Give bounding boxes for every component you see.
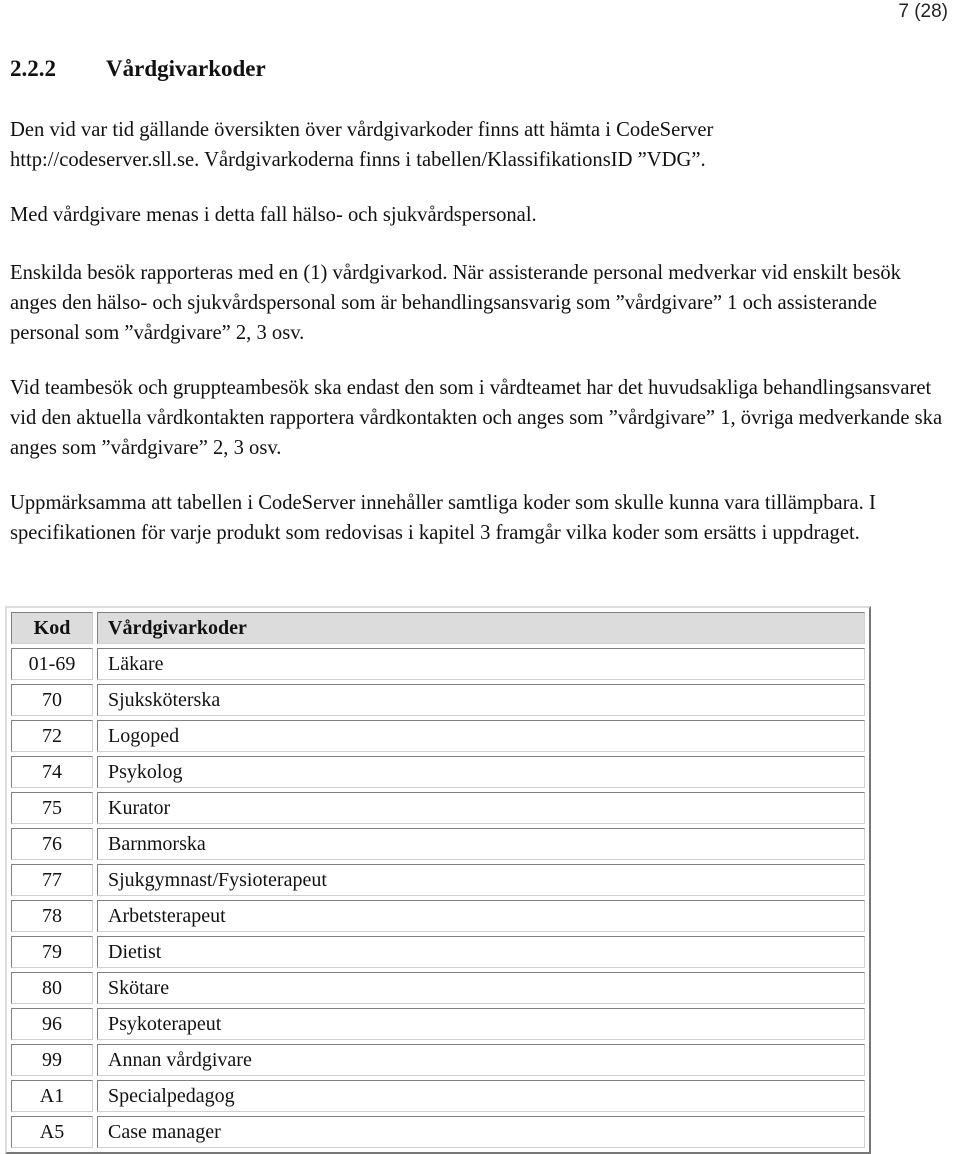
paragraph-codeserver <box>10 115 950 175</box>
code-cell: 72 <box>11 720 93 752</box>
code-cell: A5 <box>11 1116 93 1148</box>
paragraph-team-visits: Vid teambesök och gruppteambesök ska endast den som i vårdteamet har det huvudsakliga behandlingsansvaret vid den aktuella vårdkontakten rapportera vårdkontakten och anges som ”vårdgivare” 1, övriga medverkande ska anges som ”vårdgivare” 2, 3 osv. <box>10 377 943 459</box>
codeserver-link[interactable]: http://codeserver.sll.se <box>10 149 195 171</box>
code-cell: 75 <box>11 792 93 824</box>
header-caregiver-codes: Vårdgivarkoder <box>97 612 865 644</box>
caregiver-name-cell: Specialpedagog <box>97 1080 865 1112</box>
code-cell: 99 <box>11 1044 93 1076</box>
paragraph-note: Uppmärksamma att tabellen i CodeServer innehåller samtliga koder som skulle kunna vara tillämpbara. I specifikationen för varje produkt som redovisas i kapitel 3 framgår vilka koder som ersätts i uppdraget. <box>10 492 876 544</box>
section-heading <box>10 56 266 82</box>
code-cell: 96 <box>11 1008 93 1040</box>
section-title: Vårdgivarkoder <box>106 56 266 81</box>
code-cell: A1 <box>11 1080 93 1112</box>
caregiver-name-cell: Dietist <box>97 936 865 968</box>
table-row <box>11 1116 865 1148</box>
caregiver-name-cell: Barnmorska <box>97 828 865 860</box>
paragraph-codeserver-text: Den vid var tid gällande översikten över vårdgivarkoder finns att hämta i CodeServer <box>10 119 714 141</box>
table-row <box>11 648 865 680</box>
table-row <box>11 1044 865 1076</box>
section-number: 2.2.2 <box>10 56 56 81</box>
paragraph-codeserver-text-end: . Vårdgivarkoderna finns i tabellen/KlassifikationsID ”VDG”. <box>194 149 706 171</box>
caregiver-name-cell: Skötare <box>97 972 865 1004</box>
code-cell: 01-69 <box>11 648 93 680</box>
code-cell: 76 <box>11 828 93 860</box>
caregiver-name-cell: Läkare <box>97 648 865 680</box>
caregiver-name-cell: Psykoterapeut <box>97 1008 865 1040</box>
caregiver-codes-table <box>5 606 871 1154</box>
table-row <box>11 936 865 968</box>
caregiver-name-cell: Sjukgymnast/Fysioterapeut <box>97 864 865 896</box>
paragraph-definition: Med vårdgivare menas i detta fall hälso- och sjukvårdspersonal. <box>10 204 537 226</box>
table-row <box>11 1080 865 1112</box>
code-cell: 78 <box>11 900 93 932</box>
caregiver-name-cell: Logoped <box>97 720 865 752</box>
paragraph-individual-visits: Enskilda besök rapporteras med en (1) vårdgivarkod. När assisterande personal medverkar vid enskilt besök anges den hälso- och sjukvårdspersonal som är behandlingsansvarig som ”vårdgivare” 1 och assisterande personal som ”vårdgivare” 2, 3 osv. <box>10 262 901 344</box>
table-body <box>11 648 865 1148</box>
table-row <box>11 828 865 860</box>
table-row <box>11 972 865 1004</box>
code-cell: 74 <box>11 756 93 788</box>
caregiver-name-cell: Sjuksköterska <box>97 684 865 716</box>
page-number: 7 (28) <box>898 1 948 22</box>
code-cell: 70 <box>11 684 93 716</box>
table-row <box>11 720 865 752</box>
code-cell: 80 <box>11 972 93 1004</box>
table-row <box>11 900 865 932</box>
table-row <box>11 864 865 896</box>
caregiver-name-cell: Kurator <box>97 792 865 824</box>
caregiver-name-cell: Case manager <box>97 1116 865 1148</box>
caregiver-name-cell: Arbetsterapeut <box>97 900 865 932</box>
caregiver-name-cell: Psykolog <box>97 756 865 788</box>
caregiver-name-cell: Annan vårdgivare <box>97 1044 865 1076</box>
table-row <box>11 1008 865 1040</box>
code-cell: 77 <box>11 864 93 896</box>
table-row <box>11 756 865 788</box>
table-row <box>11 792 865 824</box>
table-header-row <box>11 612 865 644</box>
code-cell: 79 <box>11 936 93 968</box>
header-code: Kod <box>11 612 93 644</box>
table-row <box>11 684 865 716</box>
